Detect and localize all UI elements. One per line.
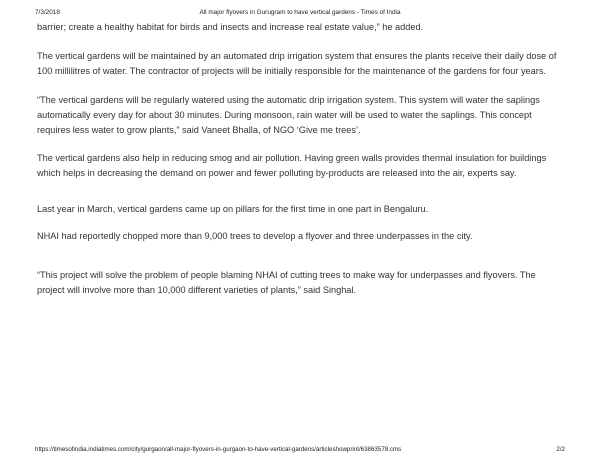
paragraph-maintenance: The vertical gardens will be maintained by an automated drip irrigation system that ensures the plants receive their daily dose of 100 millilitres of water. The contractor of projects will be initially responsible for the maintenance of the gardens for four years. [37, 51, 557, 76]
print-footer [35, 446, 565, 456]
paragraph-pollution: The vertical gardens also help in reducing smog and air pollution. Having green walls provides thermal insulation for buildings which helps in decreasing the demand on power and fewer polluting by-products are released into the air, experts say. [37, 153, 547, 178]
page-number: 2/2 [556, 446, 565, 453]
article-body [37, 20, 565, 298]
print-date: 7/3/2018 [35, 9, 60, 16]
paragraph-continuation: barrier; create a healthy habitat for birds and insects and increase real estate value,” he added. [37, 22, 424, 32]
document-title: All major flyovers in Gurugram to have vertical gardens - Times of India [199, 9, 401, 16]
paragraph-bengaluru: Last year in March, vertical gardens came up on pillars for the first time in one part in Bengaluru. [37, 204, 429, 214]
print-header [35, 9, 565, 19]
paragraph-quote-irrigation: “The vertical gardens will be regularly watered using the automatic drip irrigation system. This system will water the saplings automatically every day for about 30 minutes. During monsoon, rain water will be used to water the saplings. This concept requires less water to grow plants,” said Vaneet Bhalla, of NGO ‘Give me trees’. [37, 95, 540, 135]
page-url: https://timesofindia.indiatimes.com/city/gurgaon/all-major-flyovers-in-gurgaon-to-have-vertical-gardens/articleshowprint/63863578.cms [35, 446, 402, 453]
paragraph-quote-singhal: “This project will solve the problem of people blaming NHAI of cutting trees to make way for underpasses and flyovers. The project will involve more than 10,000 different varieties of plants,” said Singhal. [37, 270, 536, 295]
paragraph-nhai-trees: NHAI had reportedly chopped more than 9,000 trees to develop a flyover and three underpasses in the city. [37, 231, 473, 241]
